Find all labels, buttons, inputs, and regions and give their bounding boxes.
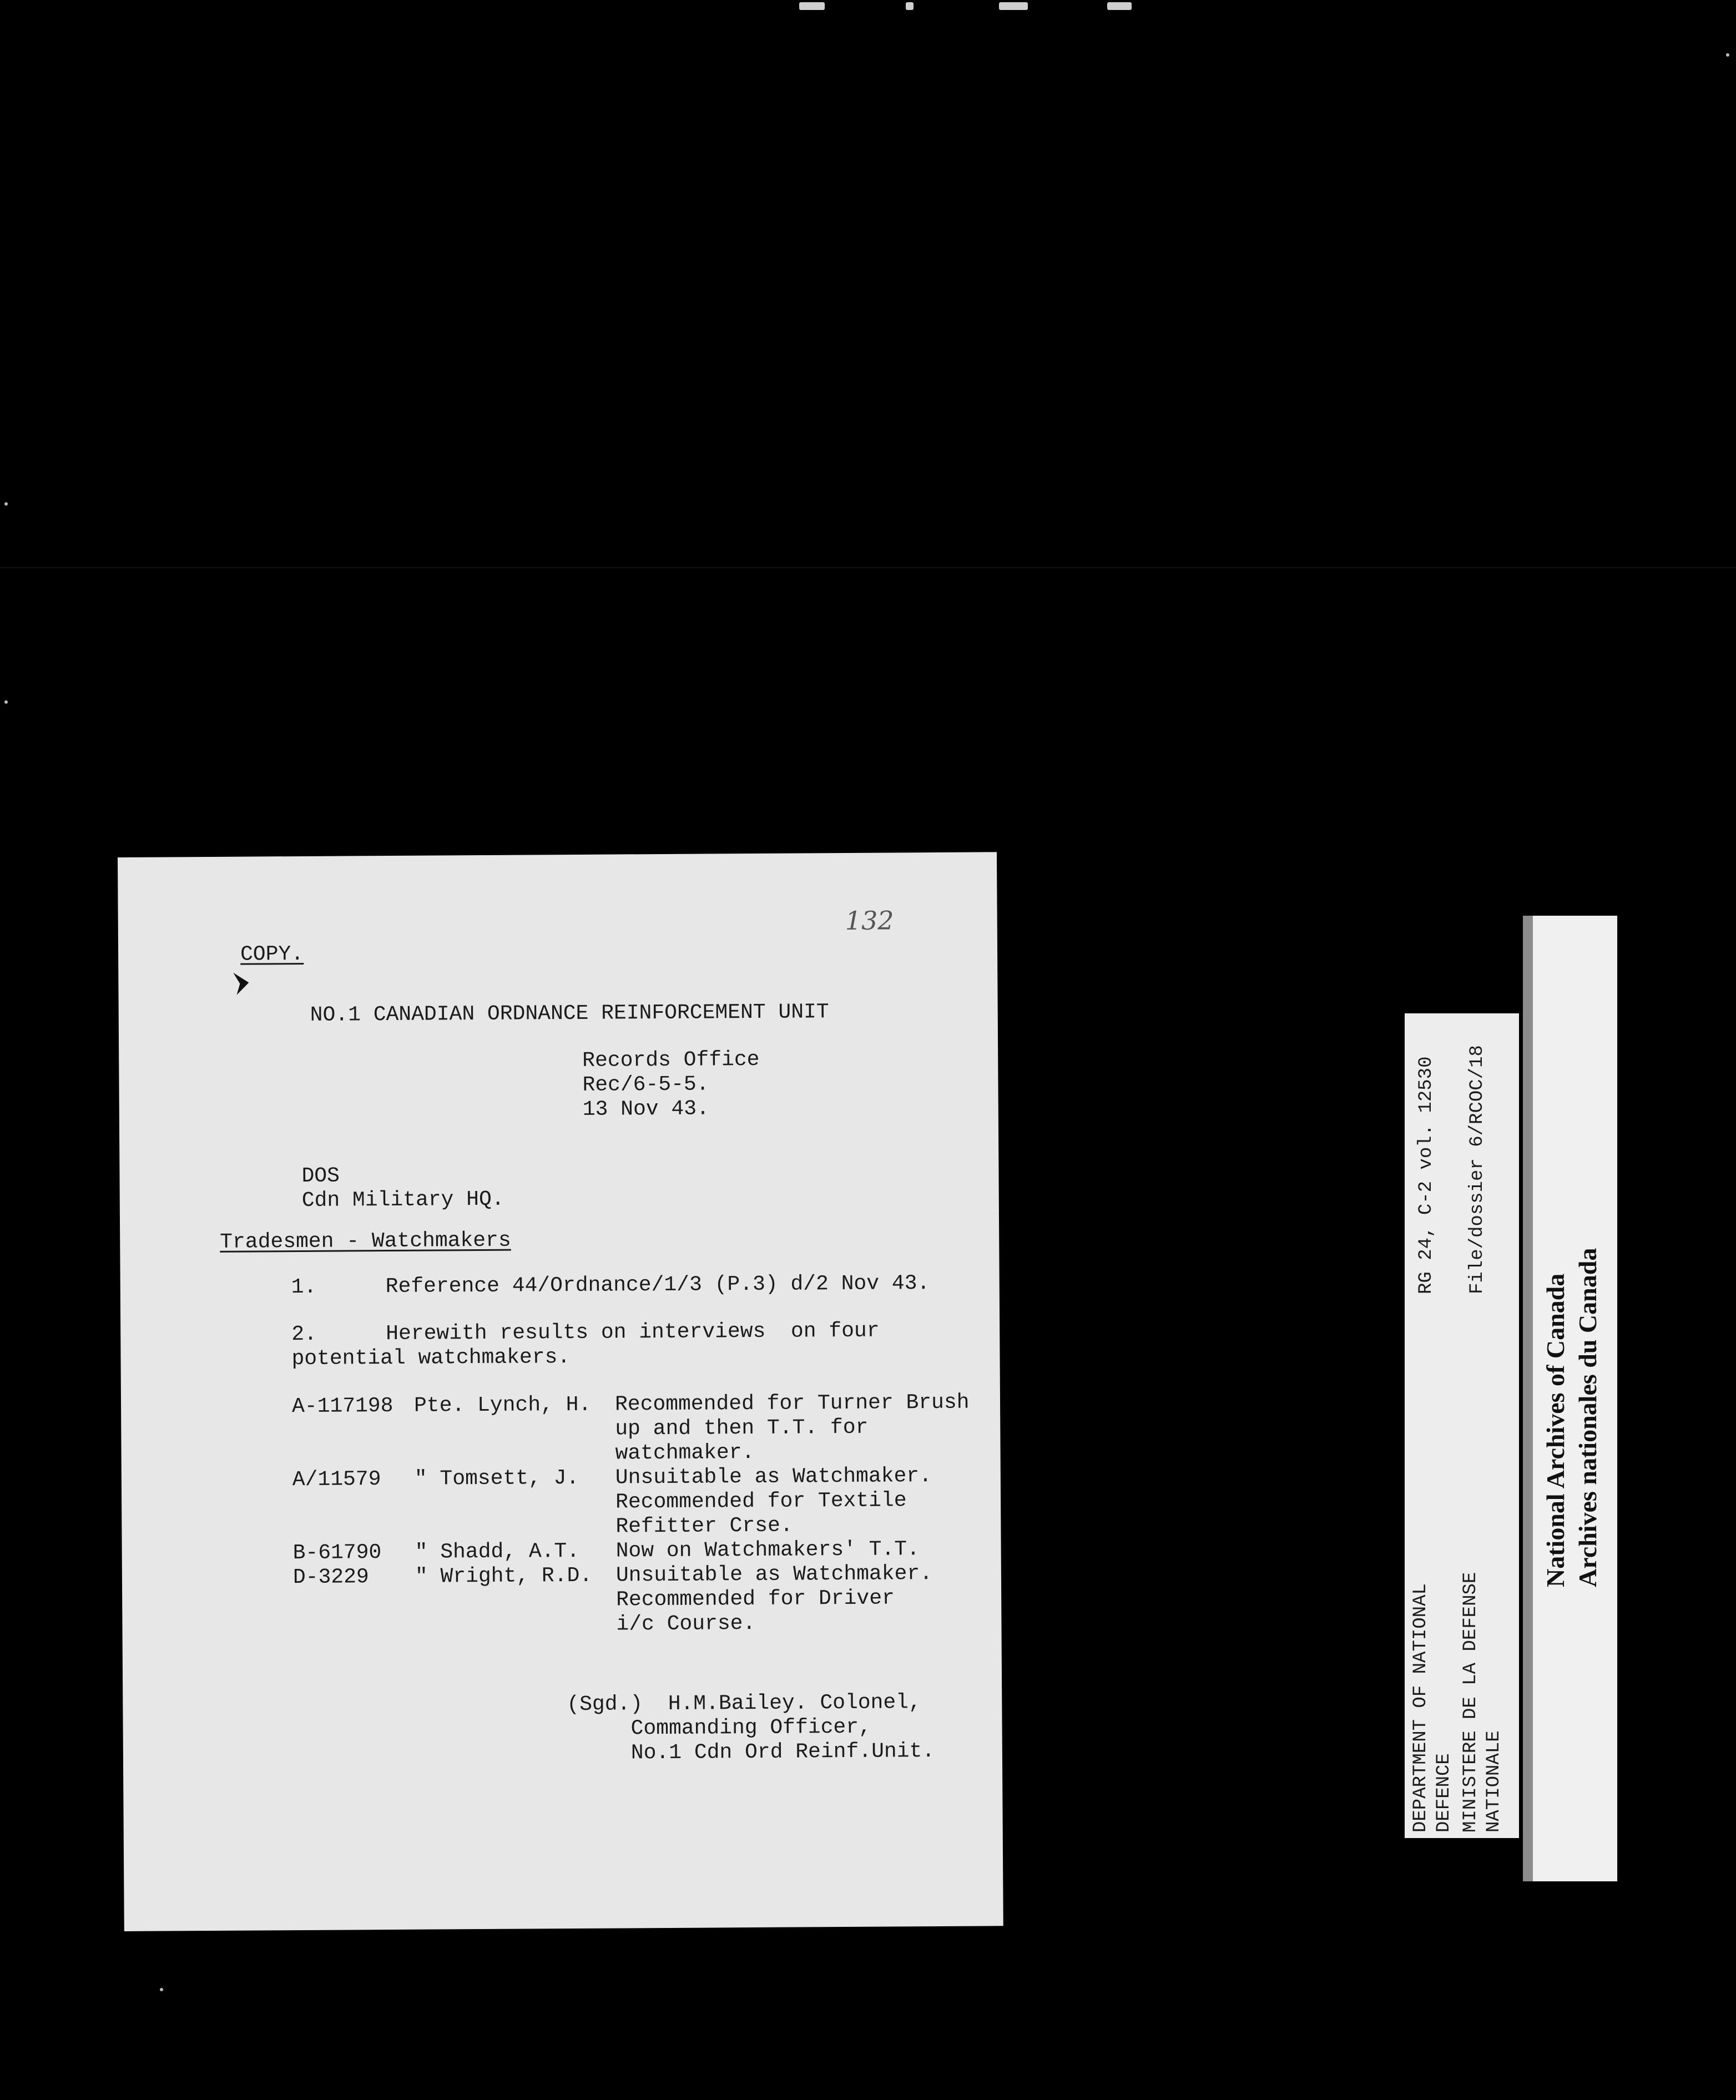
signature-line-1: (Sgd.) H.M.Bailey. Colonel, [567,1690,921,1717]
entry-remark: Recommended for Driver [616,1586,895,1612]
entry-name: Pte. Lynch, H. [413,1392,592,1418]
dept-line-3: MINISTERE DE LA DEFENSE [1460,1572,1481,1833]
film-hole [799,2,825,10]
signature-line-3: No.1 Cdn Ord Reinf.Unit. [630,1739,935,1765]
file-dossier: File/dossier 6/RCOC/18 [1467,1045,1488,1294]
archives-line-french: Archives nationales du Canada [1573,1248,1602,1587]
unit-heading: NO.1 CANADIAN ORDNANCE REINFORCEMENT UNIT [310,1000,829,1027]
entry-remark: Unsuitable as Watchmaker. [615,1562,933,1588]
paragraph-2-line-2: potential watchmakers. [291,1345,571,1371]
entry-remark: Refitter Crse. [615,1513,793,1539]
paragraph-1-text: Reference 44/Ordnance/1/3 (P.3) d/2 Nov 43. [385,1271,930,1299]
film-hole [999,2,1028,10]
signature-line-2: Commanding Officer, [630,1715,872,1741]
entry-name: " Wright, R.D. [415,1563,593,1589]
entry-remark: Recommended for Textile [615,1488,907,1515]
archives-line-english: National Archives of Canada [1541,1273,1570,1587]
entry-name: " Shadd, A.T. [415,1539,580,1564]
entry-remark: Now on Watchmakers' T.T. [615,1537,920,1563]
paragraph-1-number: 1. [291,1275,317,1300]
paragraph-2-number: 2. [291,1322,317,1347]
paragraph-2-line-1: Herewith results on interviews on four [386,1319,880,1346]
department-archive-label [1405,1013,1519,1838]
dust-speck [1726,53,1729,57]
addressee-line-2: Cdn Military HQ. [301,1187,504,1213]
entry-name: " Tomsett, J. [414,1466,579,1491]
copy-mark: COPY. [240,942,304,967]
letter-sheet [118,852,1003,1931]
folio-number: 132 [845,905,894,936]
dept-line-4: NATIONALE [1483,1730,1505,1833]
frame-divider [0,567,1736,568]
letter-date: 13 Nov 43. [582,1097,709,1122]
dust-speck [4,502,8,506]
subject-line: Tradesmen - Watchmakers [220,1228,511,1254]
office-line: Records Office [582,1047,760,1073]
entry-number: A/11579 [292,1467,381,1492]
dept-line-2: DEFENCE [1434,1753,1455,1833]
national-archives-label [1523,916,1617,1881]
film-hole [906,2,914,10]
entry-number: B-61790 [292,1541,382,1566]
film-perforations [799,2,1143,13]
entry-remark: Unsuitable as Watchmaker. [615,1464,932,1490]
record-group: RG 24, C-2 vol. 12530 [1416,1056,1437,1294]
entry-remark: up and then T.T. for [615,1415,869,1441]
dust-speck [160,1988,163,1991]
addressee-line-1: DOS [301,1164,340,1188]
entry-number: A-117198 [291,1394,393,1419]
arrow-mark-icon [232,971,251,996]
dept-line-1: DEPARTMENT OF NATIONAL [1410,1583,1431,1833]
entry-number: D-3229 [292,1565,369,1590]
dust-speck [4,700,8,704]
film-hole [1107,2,1132,10]
reference-number: Rec/6-5-5. [582,1072,709,1097]
entry-remark: i/c Course. [616,1612,756,1637]
entry-remark: watchmaker. [615,1441,755,1466]
entry-remark: Recommended for Turner Brush [614,1390,970,1417]
